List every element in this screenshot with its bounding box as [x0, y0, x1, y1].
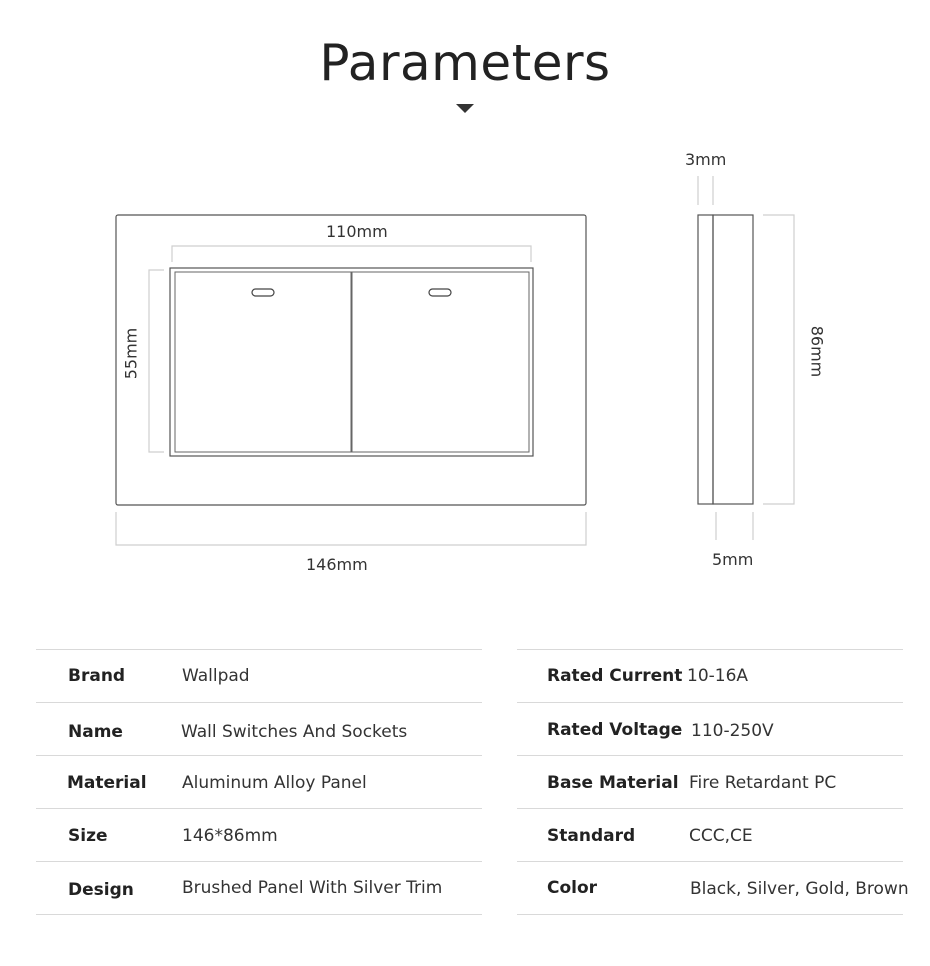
spec-value: Aluminum Alloy Panel	[182, 773, 367, 793]
spec-row-standard	[517, 808, 903, 861]
spec-row-rated-voltage	[517, 702, 903, 755]
side-front-plate	[698, 215, 713, 504]
spec-value: Black, Silver, Gold, Brown	[690, 879, 909, 899]
spec-label: Color	[547, 878, 598, 898]
spec-row-design	[36, 861, 482, 915]
spec-label: Standard	[547, 826, 636, 846]
spec-value: Wallpad	[182, 666, 250, 686]
spec-label: Brand	[68, 666, 126, 686]
bracket-55mm	[149, 270, 164, 452]
spec-label: Name	[68, 722, 123, 742]
spec-value: Brushed Panel With Silver Trim	[182, 878, 443, 898]
spec-row-material	[36, 755, 482, 808]
spec-row-size	[36, 808, 482, 861]
page-title: Parameters	[319, 34, 611, 92]
indicator-right-icon	[429, 289, 451, 296]
spec-value: Fire Retardant PC	[689, 773, 837, 793]
spec-row-brand	[36, 649, 482, 702]
spec-value: Wall Switches And Sockets	[181, 722, 408, 742]
spec-value: CCC,CE	[689, 826, 753, 846]
spec-table-right	[517, 649, 909, 915]
rocker-right	[352, 272, 529, 452]
side-base	[713, 215, 753, 504]
spec-row-name	[36, 702, 482, 755]
spec-label: Rated Voltage	[547, 720, 683, 740]
bracket-3mm	[698, 176, 713, 205]
spec-label: Design	[68, 880, 134, 900]
spec-label: Material	[67, 773, 147, 793]
bracket-86mm	[763, 215, 794, 504]
spec-label: Base Material	[547, 773, 679, 793]
spec-table-left	[36, 649, 482, 915]
spec-row-rated-current	[517, 649, 903, 702]
spec-label: Size	[68, 826, 108, 846]
dim-55mm-label: 55mm	[121, 327, 141, 380]
rocker-left	[175, 272, 351, 452]
indicator-left-icon	[252, 289, 274, 296]
bracket-5mm	[716, 512, 753, 540]
bracket-146mm	[116, 512, 586, 545]
dim-110mm-label: 110mm	[326, 222, 388, 241]
spec-value: 110-250V	[691, 721, 774, 741]
spec-label: Rated Current	[547, 666, 683, 686]
spec-value: 10-16A	[687, 666, 749, 686]
spec-value: 146*86mm	[182, 826, 278, 846]
dim-5mm-label: 5mm	[712, 550, 754, 569]
spec-row-color	[517, 861, 909, 915]
spec-row-base-material	[517, 755, 903, 808]
dim-146mm-label: 146mm	[306, 555, 368, 574]
dim-86mm-label: 86mm	[807, 325, 827, 378]
dim-3mm-label: 3mm	[685, 150, 727, 169]
bracket-110mm	[172, 246, 531, 262]
